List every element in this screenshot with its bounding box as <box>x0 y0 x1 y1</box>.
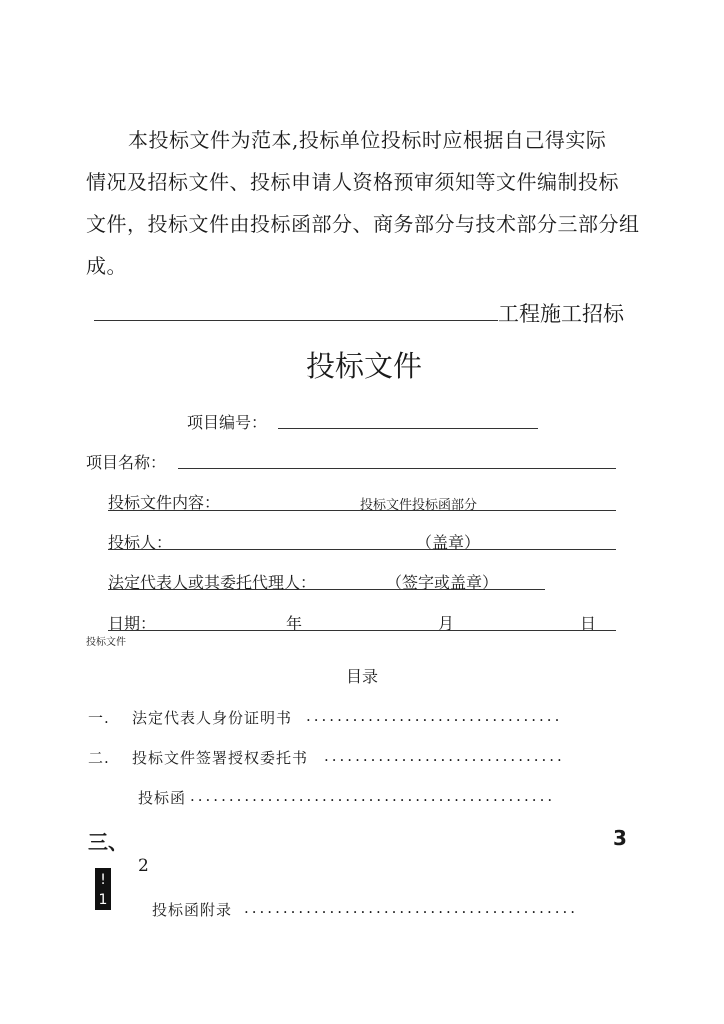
toc-item-3-text[interactable]: 投标函 <box>138 789 187 807</box>
toc-appendix-text[interactable]: 投标函附录 <box>152 901 233 919</box>
bidder-underline[interactable] <box>108 549 616 550</box>
intro-line-2: 情况及招标文件、投标申请人资格预审须知等文件编制投标 <box>86 170 619 194</box>
representative-note: （签字或盖章） <box>386 573 499 592</box>
project-name-label: 项目名称： <box>86 453 167 472</box>
project-name-field[interactable] <box>178 468 616 469</box>
toc-item-2-leader: ............................... <box>324 747 565 765</box>
toc-page-three: 3 <box>613 826 627 850</box>
header-small: 投标文件 <box>86 637 126 648</box>
intro-line-3: 文件，投标文件由投标函部分、商务部分与技术部分三部分组 <box>86 212 640 236</box>
toc-item-1-num: 一. <box>88 709 110 727</box>
intro-line-4: 成。 <box>86 254 127 278</box>
date-day: 日 <box>580 614 597 633</box>
project-number-label: 项目编号： <box>187 413 268 432</box>
project-title-suffix: 工程施工招标 <box>498 302 624 326</box>
content-underline <box>108 510 616 511</box>
date-underline[interactable] <box>108 630 616 631</box>
section-marker-2: 1 <box>98 892 108 908</box>
content-label: 投标文件内容： <box>108 493 221 512</box>
section-marker-1: ! <box>100 872 106 888</box>
toc-section-three: 三、 <box>88 830 128 854</box>
bidder-seal-note: （盖章） <box>416 533 481 552</box>
toc-title: 目录 <box>346 667 379 686</box>
toc-item-3-leader: ............................................... <box>190 787 556 805</box>
project-title-underline <box>94 320 498 321</box>
toc-page-two: 2 <box>138 856 149 876</box>
toc-item-1-text[interactable]: 法定代表人身份证明书 <box>132 709 293 727</box>
toc-item-1-leader: ................................. <box>306 707 563 725</box>
toc-appendix-leader: ........................................... <box>244 899 579 917</box>
toc-item-2-num: 二. <box>88 749 110 767</box>
section-marker-box <box>95 868 111 910</box>
representative-underline[interactable] <box>108 589 545 590</box>
intro-line-1: 本投标文件为范本,投标单位投标时应根据自己得实际 <box>128 128 607 152</box>
toc-item-2-text[interactable]: 投标文件签署授权委托书 <box>132 749 309 767</box>
representative-label: 法定代表人或其委托代理人： <box>108 573 317 592</box>
project-number-field[interactable] <box>278 428 538 429</box>
document-title: 投标文件 <box>306 349 423 383</box>
content-value: 投标文件投标函部分 <box>360 498 478 513</box>
date-month: 月 <box>438 614 455 633</box>
bidder-label: 投标人： <box>108 533 173 552</box>
date-year: 年 <box>286 614 303 633</box>
date-label: 日期： <box>108 614 157 633</box>
